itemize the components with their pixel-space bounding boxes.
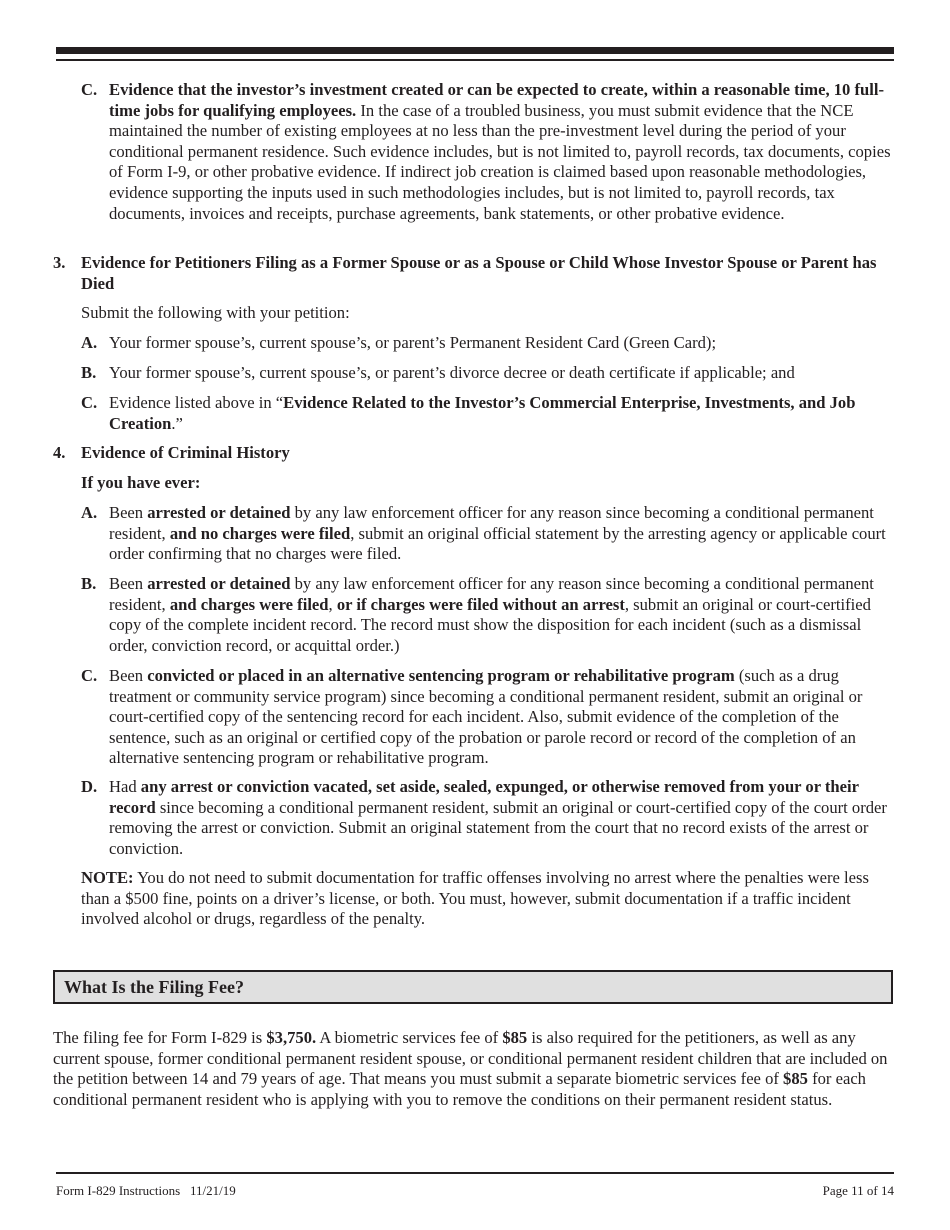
item-text: by any law enforcement officer for any reason since becoming a conditional permanent resident, <box>109 503 874 543</box>
item-text: Had <box>109 777 141 796</box>
item-label: C. <box>81 80 98 99</box>
section-number: 4. <box>53 443 66 462</box>
section-title: Evidence for Petitioners Filing as a Former Spouse or as a Spouse or Child Whose Investor Spouse or Parent has Died <box>81 253 877 293</box>
fee-text: for each conditional permanent resident who is applying with you to remove the conditions on their permanent resident status. <box>53 1069 866 1109</box>
item-bold-text: or if charges were filed without an arrest <box>336 594 625 614</box>
item-text: Your former spouse’s, current spouse’s, or parent’s Permanent Resident Card (Green Card); <box>109 333 717 352</box>
item-text: Evidence listed above in “ <box>109 393 284 412</box>
item-label: A. <box>81 333 98 352</box>
section-4-item-c <box>81 666 896 769</box>
item-text: Your former spouse’s, current spouse’s, or parent’s divorce decree or death certificate if applicable; and <box>109 363 795 382</box>
section-3-item-b <box>81 363 896 384</box>
item-text: , submit an original or court-certified copy of the complete incident record. The record must show the disposition for each incident (such as a dismissal order, conviction record, or acquittal order.) <box>109 594 871 655</box>
item-bold-text: and no charges were filed <box>169 523 351 543</box>
item-bold-text: arrested or detained <box>147 574 291 593</box>
item-label: C. <box>81 393 98 412</box>
item-label: B. <box>81 574 97 593</box>
item-bold-text: any arrest or conviction vacated, set aside, sealed, expunged, or otherwise removed from your or their record <box>109 777 859 817</box>
item-bold-text: arrested or detained <box>147 503 291 522</box>
section-number: 3. <box>53 253 66 272</box>
item-text: In the case of a troubled business, you must submit evidence that the NCE maintained the number of existing employees at no less than the pre-investment level during the period of your conditional permanent residence. Such evidence includes, but is not limited to, payroll records, tax documents, copies of Form I-9, or other probative evidence. If indirect job creation is claimed based upon reasonable methodologies, evidence supporting the inputs used in such methodologies includes, but is not limited to, payroll records, tax documents, invoices and receipts, purchase agreements, bank statements, or other probative evidence. <box>109 100 891 223</box>
section-title: Evidence of Criminal History <box>81 443 290 462</box>
fee-text: is also required for the petitioners, as well as any current spouse, former conditional permanent resident spouse, or conditional permanent resident children that are included on the petition between 14 and 79 years of age. That means you must submit a separate biometric services fee of <box>53 1028 888 1089</box>
item-text: , submit an original official statement by the arresting agency or applicable court order confirming that no charges were filed. <box>109 523 886 564</box>
item-text: (such as a drug treatment or community service program) since becoming a conditional permanent resident, submit an original or court-certified copy of the sentencing record for each incident. Also, submit evidence of the completion of the sentence, such as an original or certified copy of the probation or parole record or record of the completion of an alternative sentencing program or rehabilitative program. <box>109 666 863 768</box>
fee-amount: $3,750. <box>266 1028 317 1047</box>
item-label: A. <box>81 503 98 522</box>
note-text: You do not need to submit documentation for traffic offenses involving no arrest where the penalties were less than a $500 fine, points on a driver’s license, or both. You must, however, submit documentation if a traffic incident involved alcohol or drugs, regardless of the penalty. <box>81 868 869 929</box>
section-4-heading <box>53 443 896 464</box>
section-4-item-d <box>81 777 896 859</box>
item-text: by any law enforcement officer for any reason since becoming a conditional permanent resident, <box>109 574 874 614</box>
filing-fee-heading-box <box>53 970 893 1004</box>
item-text-end: .” <box>171 413 183 433</box>
item-c-investment-jobs <box>81 80 896 224</box>
item-label: D. <box>81 777 98 796</box>
item-label: B. <box>81 363 97 382</box>
section-4-item-a <box>81 503 896 565</box>
item-text: Been <box>109 666 148 685</box>
footer-rule <box>56 1172 894 1174</box>
criminal-history-note <box>81 868 896 930</box>
item-bold-text: convicted or placed in an alternative sentencing program or rehabilitative program <box>147 666 735 685</box>
item-text: , <box>328 594 337 614</box>
section-3-item-a <box>81 333 896 354</box>
filing-fee-heading: What Is the Filing Fee? <box>64 977 244 997</box>
header-rule-thick <box>56 47 894 54</box>
note-label: NOTE: <box>81 868 134 887</box>
item-text: since becoming a conditional permanent resident, submit an original or court-certified copy of the court order removing the arrest or conviction. Submit an original statement from the court that no record exists of the arrest or conviction. <box>109 797 887 858</box>
fee-text: A biometric services fee of <box>316 1028 503 1047</box>
footer-page-number: Page 11 of 14 <box>822 1183 894 1198</box>
section-4-item-b <box>81 574 896 656</box>
biometric-fee-amount: $85 <box>783 1069 808 1089</box>
item-bold-text: Evidence Related to the Investor’s Commercial Enterprise, Investments, and Job Creation <box>109 393 856 433</box>
header-rule-thin <box>56 59 894 61</box>
item-text: Been <box>109 574 148 593</box>
fee-text: The filing fee for Form I-829 is <box>53 1028 267 1047</box>
footer-form-info: Form I-829 Instructions 11/21/19 <box>56 1183 236 1198</box>
item-bold-text: and charges were filed <box>169 594 329 614</box>
section-3-heading <box>53 253 896 294</box>
filing-fee-paragraph <box>53 1028 896 1110</box>
item-text: Been <box>109 503 148 522</box>
section-3-intro: Submit the following with your petition: <box>81 303 350 322</box>
section-3-item-c <box>81 393 896 434</box>
biometric-fee-amount: $85 <box>502 1028 528 1047</box>
section-4-intro: If you have ever: <box>81 473 201 492</box>
item-label: C. <box>81 666 98 685</box>
item-bold-text: Evidence that the investor’s investment created or can be expected to create, within a reasonable time, 10 full-time jobs for qualifying employees. <box>109 80 885 120</box>
